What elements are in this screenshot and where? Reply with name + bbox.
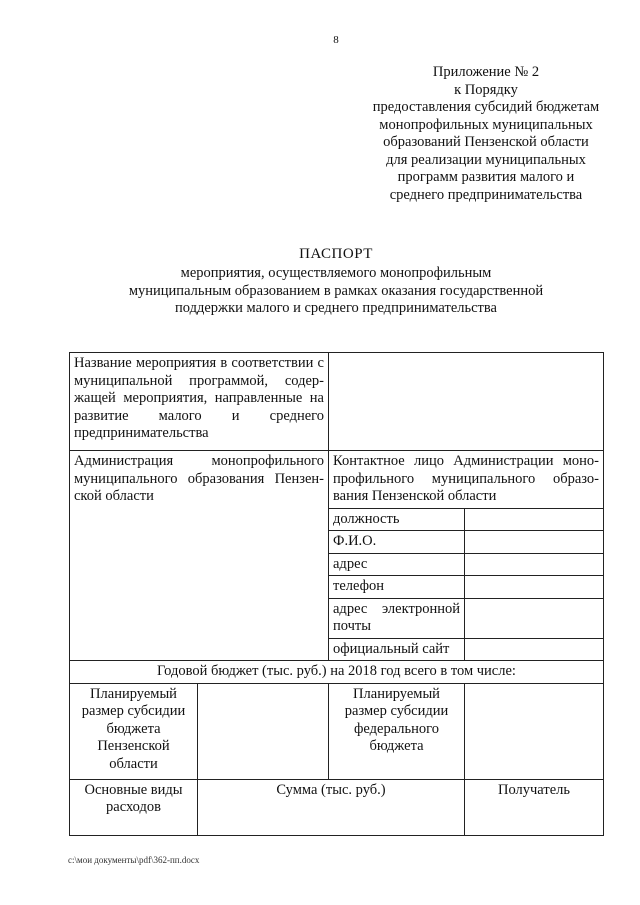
contact-header: Контактное лицо Администрации моно-профильного муниципального образо-вания Пензенской области <box>329 451 604 509</box>
appendix-line: монопрофильных муниципальных <box>379 116 593 133</box>
federal-subsidy-label: Планируемый размер субсидии федерального бюджета <box>329 683 465 779</box>
appendix-line: к Порядку <box>454 81 518 98</box>
passport-subtitle <box>0 265 640 318</box>
appendix-line: для реализации муниципальных <box>386 151 586 168</box>
budget-header: Годовой бюджет (тыс. руб.) на 2018 год всего в том числе: <box>70 661 604 684</box>
amount-label: Сумма (тыс. руб.) <box>198 779 465 835</box>
administration-label: Администрация монопрофильного муниципального образования Пензен-ской области <box>70 451 329 661</box>
regional-subsidy-label: Планируемый размер субсидии бюджета Пензенской области <box>70 683 198 779</box>
appendix-header <box>336 64 636 204</box>
event-name-label: Название мероприятия в соответствии с муниципальной программой, содер-жащей мероприятия, направленные на развитие малого и среднего предпринимательства <box>70 353 329 451</box>
contact-field-label: телефон <box>329 576 465 599</box>
contact-field-label: адрес <box>329 553 465 576</box>
appendix-line: Приложение № 2 <box>432 64 540 80</box>
passport-table <box>69 352 604 836</box>
contact-field-value <box>465 598 604 638</box>
appendix-line: образований Пензенской области <box>383 134 589 150</box>
expenses-label: Основные виды расходов <box>70 779 198 835</box>
appendix-line: среднего предпринимательства <box>389 186 583 203</box>
contact-field-label: должность <box>329 508 465 531</box>
footer-file-path: c:\мои документы\pdf\362-пп.docx <box>68 855 200 865</box>
passport-title: ПАСПОРТ <box>299 246 373 262</box>
contact-field-value <box>465 553 604 576</box>
page-number: 8 <box>333 34 339 46</box>
contact-field-value <box>465 508 604 531</box>
regional-subsidy-value <box>198 683 329 779</box>
subtitle-line: поддержки малого и среднего предпринимательства <box>175 300 497 316</box>
contact-field-label: официальный сайт <box>329 638 465 661</box>
event-name-value <box>329 353 604 451</box>
federal-subsidy-value <box>465 683 604 779</box>
appendix-line: предоставления субсидий бюджетам <box>372 99 600 115</box>
appendix-line: программ развития малого и <box>397 169 575 185</box>
contact-field-value <box>465 531 604 554</box>
contact-field-label: адрес электронной почты <box>329 598 465 638</box>
recipient-label: Получатель <box>465 779 604 835</box>
contact-field-value <box>465 576 604 599</box>
subtitle-line: мероприятия, осуществляемого монопрофильным <box>180 265 492 281</box>
contact-field-value <box>465 638 604 661</box>
contact-field-label: Ф.И.О. <box>329 531 465 554</box>
subtitle-line: муниципальным образованием в рамках оказания государственной <box>128 282 544 299</box>
